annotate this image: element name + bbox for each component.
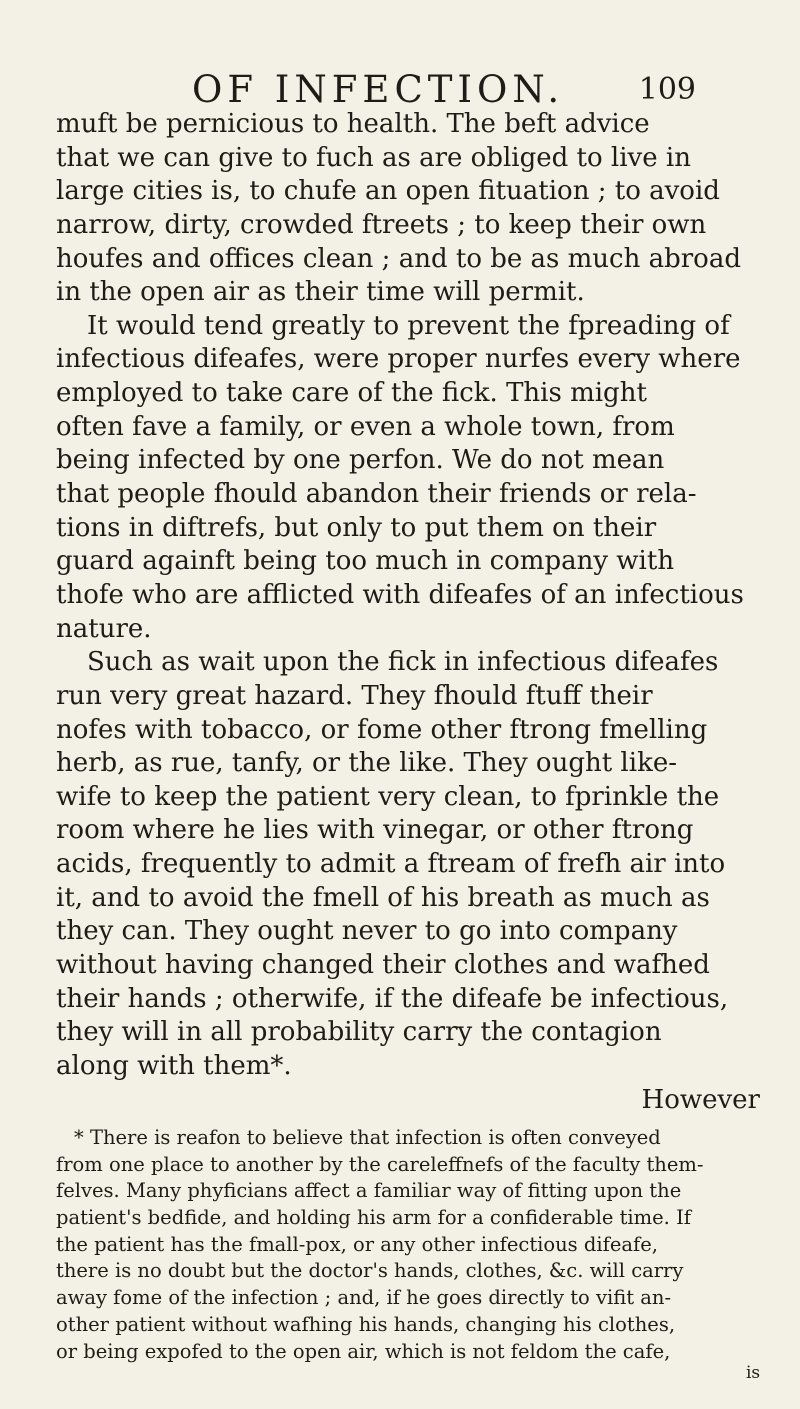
text-line: nature. <box>56 613 152 644</box>
text-line: that we can give to fuch as are obliged to live in <box>56 142 691 173</box>
footnote <box>56 1125 768 1384</box>
text-line: in the open air as their time will permit. <box>56 277 585 308</box>
footnote-line: other patient without wafhing his hands, changing his clothes, <box>56 1312 676 1336</box>
text-line: narrow, dirty, crowded ftreets ; to keep their own <box>56 209 707 240</box>
page-number: 109 <box>638 72 696 107</box>
text-line: guard againft being too much in company with <box>56 546 675 577</box>
footnote-line: felves. Many phyficians affect a familiar way of fitting upon the <box>56 1179 682 1203</box>
text-line: they can. They ought never to go into company <box>56 916 678 947</box>
footnote-line: there is no doubt but the doctor's hands, clothes, &c. will carry <box>56 1259 684 1283</box>
footnote-line: or being expofed to the open air, which is not feldom the cafe, <box>56 1339 671 1363</box>
text-line: wife to keep the patient very clean, to fprinkle the <box>56 781 720 812</box>
running-title: OF INFECTION. <box>192 68 565 111</box>
signature-mark: is <box>746 1363 761 1384</box>
text-line: run very great hazard. They fhould ftuff their <box>56 680 653 711</box>
text-line: room where he lies with vinegar, or other ftrong <box>56 815 694 846</box>
text-line: nofes with tobacco, or fome other ftrong fmelling <box>56 714 708 745</box>
footnote-line: * There is reafon to believe that infection is often conveyed <box>74 1126 661 1149</box>
text-line: being infected by one perfon. We do not mean <box>56 445 665 476</box>
text-line: often fave a family, or even a whole town, from <box>56 411 675 442</box>
footnote-line: the patient has the fmall-pox, or any other infectious difeafe, <box>56 1232 658 1256</box>
text-line: their hands ; otherwife, if the difeafe be infectious, <box>56 983 729 1014</box>
text-line: employed to take care of the fick. This might <box>56 378 647 409</box>
catchword: However <box>641 1084 760 1115</box>
paragraph-start-line: Such as wait upon the fick in infectious difeafes <box>87 647 719 678</box>
text-line: thofe who are afflicted with difeafes of an infectious <box>56 579 744 610</box>
text-line: muft be pernicious to health. The beft advice <box>56 109 650 139</box>
text-line: tions in diftrefs, but only to put them on their <box>56 512 657 543</box>
running-head <box>192 68 696 112</box>
text-line: herb, as rue, tanfy, or the like. They ought like- <box>56 748 677 779</box>
text-line: large cities is, to chufe an open fituation ; to avoid <box>56 176 720 207</box>
text-line: that people fhould abandon their friends or rela- <box>56 479 697 510</box>
text-line: without having changed their clothes and wafhed <box>56 950 710 981</box>
text-line: they will in all probability carry the contagion <box>56 1017 662 1048</box>
text-line: houfes and offices clean ; and to be as much abroad <box>56 243 741 274</box>
text-line: infectious difeafes, were proper nurfes every where <box>56 344 741 375</box>
footnote-line: from one place to another by the careleffnefs of the faculty them- <box>56 1152 704 1176</box>
text-line: along with them*. <box>56 1050 292 1081</box>
text-line: acids, frequently to admit a ftream of frefh air into <box>56 849 726 880</box>
footnote-line: away fome of the infection ; and, if he goes directly to vifit an- <box>56 1286 672 1310</box>
text-line: it, and to avoid the fmell of his breath as much as <box>56 882 710 913</box>
footnote-line: patient's bedfide, and holding his arm for a confiderable time. If <box>56 1206 691 1230</box>
body-text <box>56 108 768 1117</box>
paragraph-start-line: It would tend greatly to prevent the fpreading of <box>87 310 730 341</box>
